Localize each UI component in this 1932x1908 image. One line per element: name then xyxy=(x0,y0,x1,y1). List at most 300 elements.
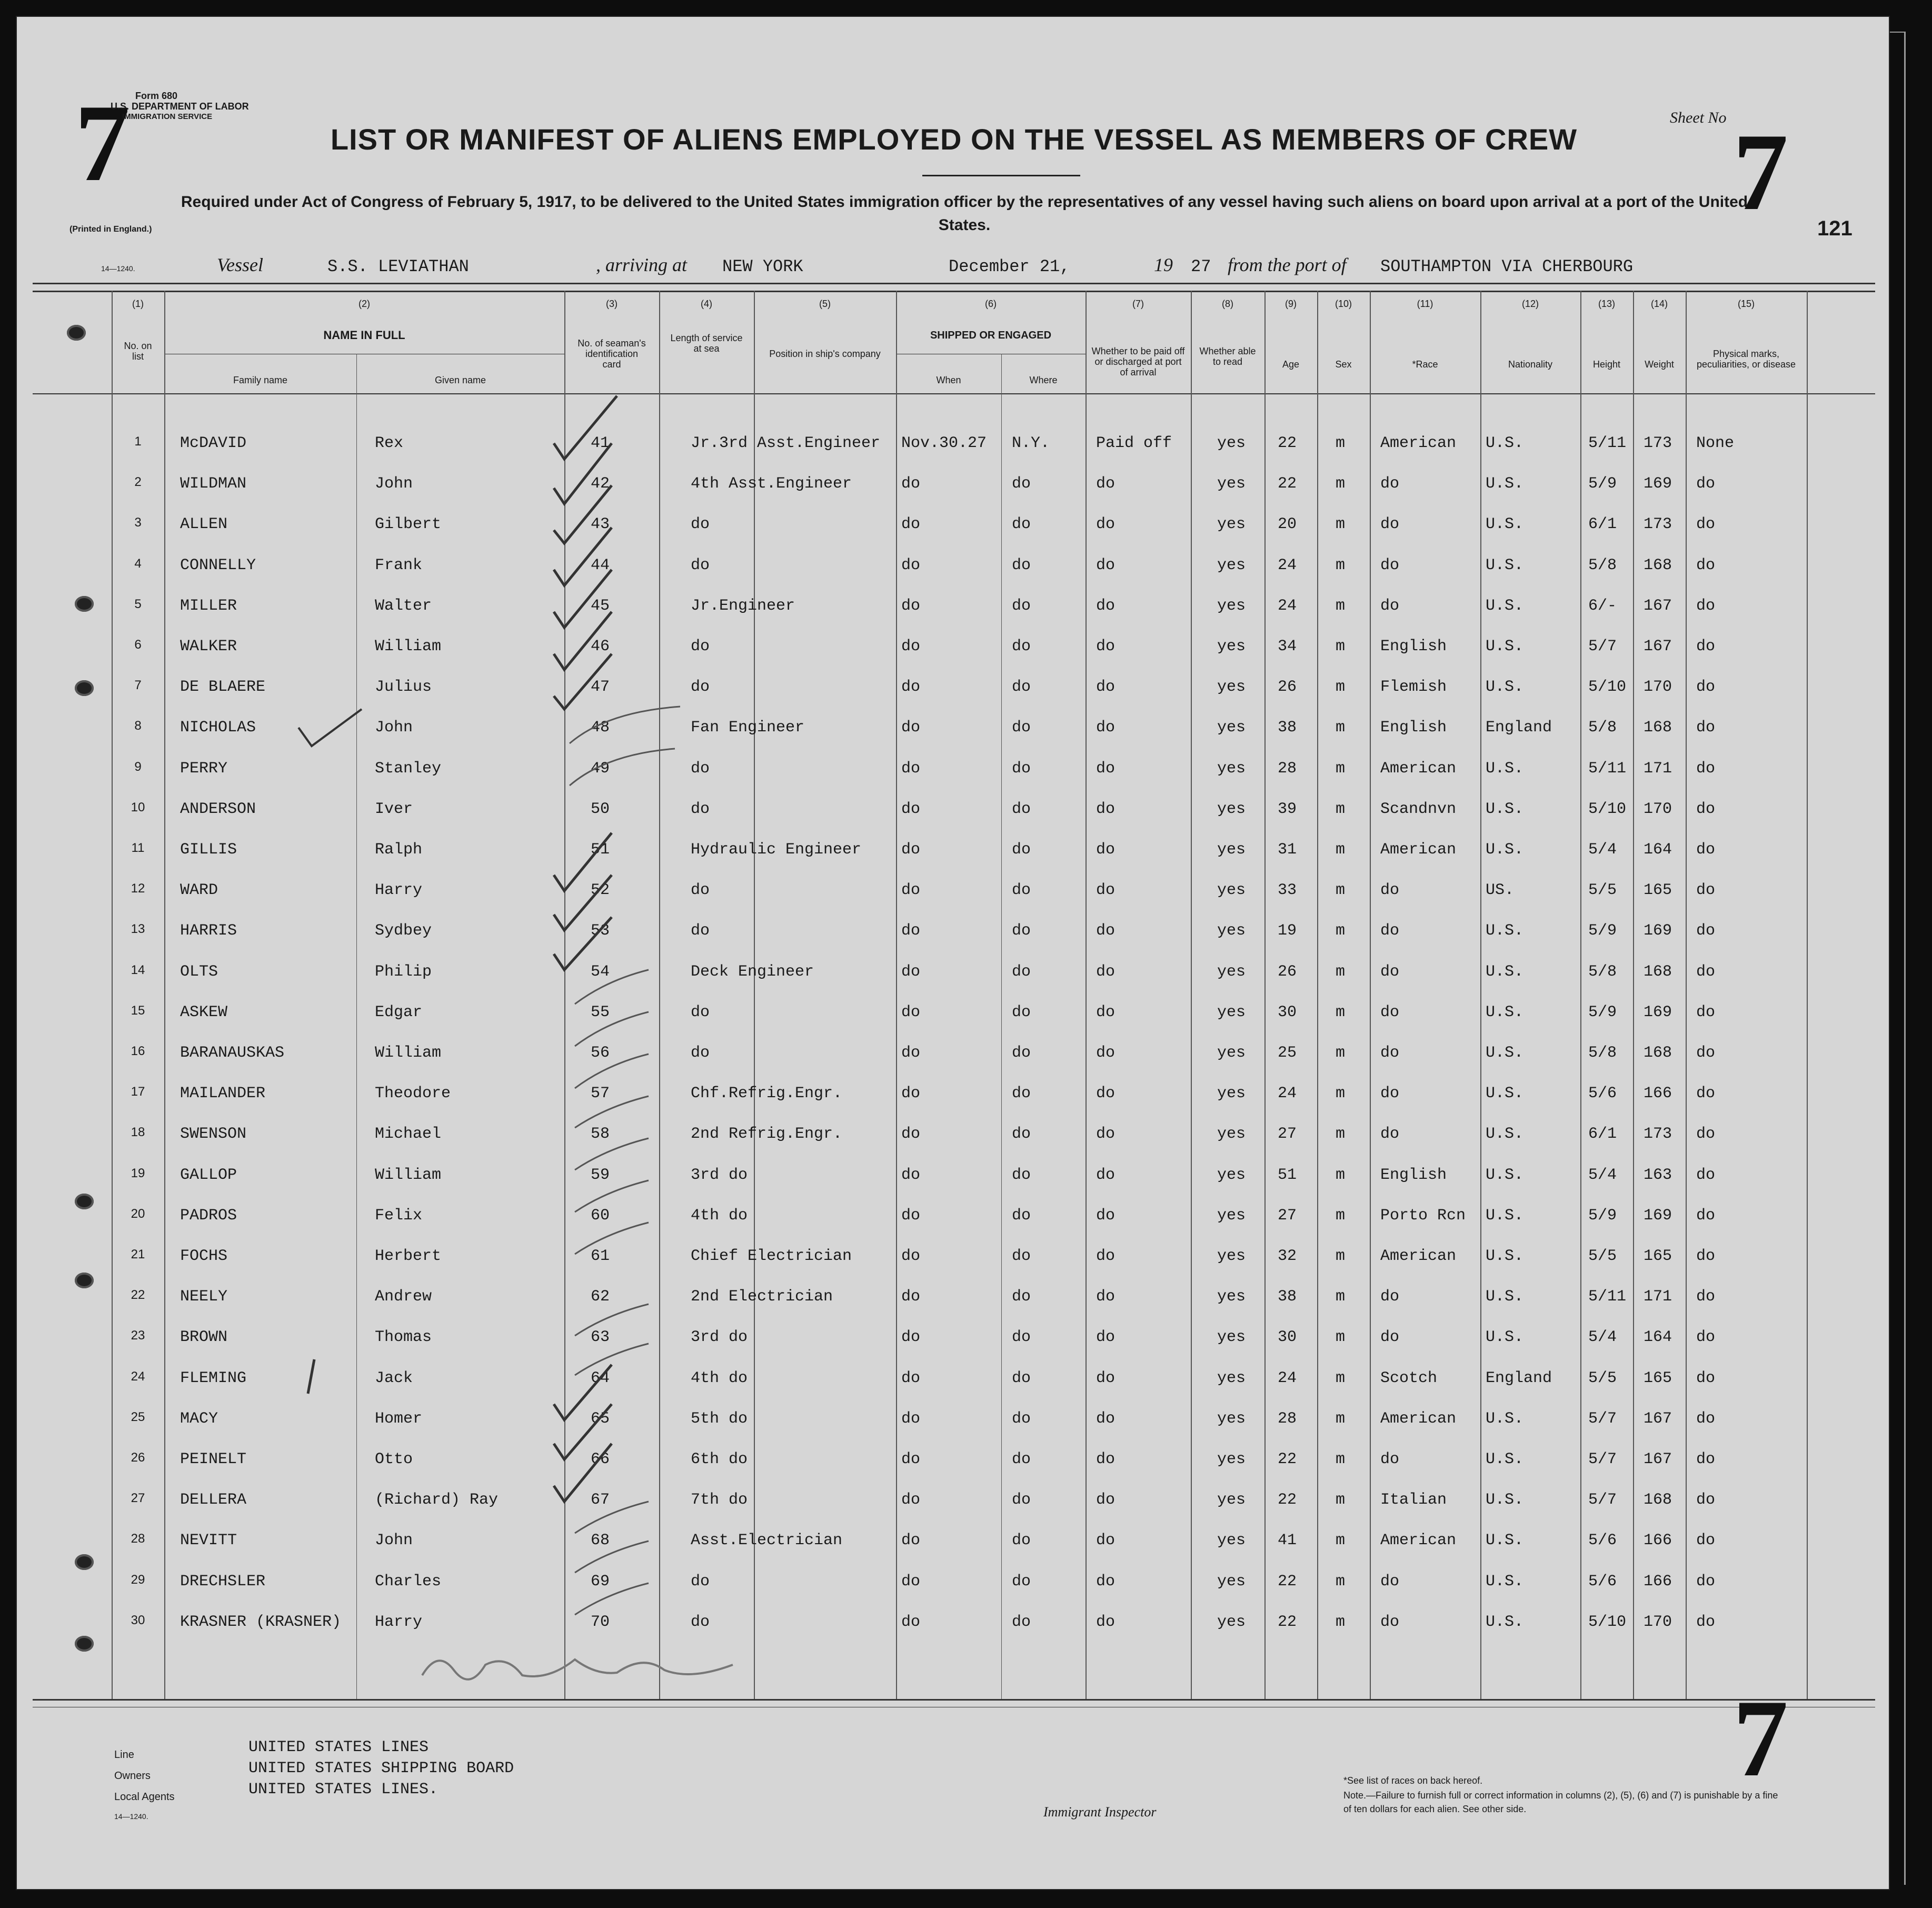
col-header-when: When xyxy=(936,375,961,385)
col-header-paid-off: Whether to be paid off or discharged at port of arrival xyxy=(1091,346,1185,377)
sex-cell: m xyxy=(1336,719,1346,737)
nationality-cell: U.S. xyxy=(1486,759,1524,778)
given-name-cell: Walter xyxy=(375,597,432,615)
arrival-date: December 21, xyxy=(949,257,1070,276)
table-row xyxy=(17,1400,1891,1441)
col-header-weight: Weight xyxy=(1645,359,1674,370)
form-number: Form 680 xyxy=(135,91,178,101)
penalty-note: Note.—Failure to furnish full or correct information in columns (2), (5), (6) and (7) is punishable by a fine of ten dollars for each alien. See other side. xyxy=(1343,1790,1778,1814)
position-cell: do xyxy=(691,556,710,574)
check-mark-icon xyxy=(554,917,612,970)
id-card-number-cell: 41 xyxy=(591,434,610,452)
col-number-4: (4) xyxy=(701,299,712,309)
shipped-when-cell: do xyxy=(901,1003,921,1021)
weight-cell: 168 xyxy=(1644,719,1672,737)
age-cell: 26 xyxy=(1278,678,1297,697)
height-cell: 5/8 xyxy=(1588,1044,1617,1062)
family-name-cell: DRECHSLER xyxy=(180,1572,266,1591)
nationality-cell: U.S. xyxy=(1486,1409,1524,1428)
id-card-number-cell: 47 xyxy=(591,678,610,697)
race-cell: do xyxy=(1380,597,1400,615)
check-mark-icon xyxy=(575,970,649,1004)
id-card-number-cell: 59 xyxy=(591,1166,610,1184)
paid-off-cell: do xyxy=(1096,678,1116,697)
from-port: SOUTHAMPTON VIA CHERBOURG xyxy=(1380,257,1634,276)
nationality-cell: U.S. xyxy=(1486,1085,1524,1103)
sheet-number-large-right: 7 xyxy=(1733,111,1788,233)
race-cell: do xyxy=(1380,1613,1400,1631)
weight-cell: 165 xyxy=(1644,1369,1672,1387)
able-to-read-cell: yes xyxy=(1217,719,1246,737)
race-cell: do xyxy=(1380,1572,1400,1591)
sex-cell: m xyxy=(1336,638,1346,655)
row-number-cell: 8 xyxy=(134,719,142,733)
check-mark-icon xyxy=(575,1096,649,1128)
race-cell: American xyxy=(1380,1247,1457,1265)
family-name-cell: BROWN xyxy=(180,1328,228,1347)
arriving-port: NEW YORK xyxy=(722,257,803,276)
family-name-cell: ALLEN xyxy=(180,515,228,534)
weight-cell: 167 xyxy=(1644,597,1672,615)
id-card-number-cell: 46 xyxy=(591,638,610,655)
physical-marks-cell: do xyxy=(1696,556,1716,574)
binder-hole-icon xyxy=(75,1554,94,1570)
position-cell: 4th do xyxy=(691,1206,748,1225)
id-card-number-cell: 54 xyxy=(591,962,610,981)
manifest-title: LIST OR MANIFEST OF ALIENS EMPLOYED ON THE VESSEL AS MEMBERS OF CREW xyxy=(330,123,1578,156)
able-to-read-cell: yes xyxy=(1217,556,1246,574)
id-card-number-cell: 43 xyxy=(591,515,610,534)
shipped-when-cell: do xyxy=(901,597,921,615)
id-card-number-cell: 63 xyxy=(591,1328,610,1347)
table-row xyxy=(17,831,1891,872)
able-to-read-cell: yes xyxy=(1217,1328,1246,1347)
able-to-read-cell: yes xyxy=(1217,597,1246,615)
able-to-read-cell: yes xyxy=(1217,1369,1246,1387)
physical-marks-cell: do xyxy=(1696,1288,1716,1306)
nationality-cell: U.S. xyxy=(1486,1166,1524,1184)
shipped-where-cell: do xyxy=(1012,1613,1031,1631)
family-name-cell: KRASNER (KRASNER) xyxy=(180,1613,342,1631)
footer-line-label: Line xyxy=(114,1749,134,1761)
weight-cell: 173 xyxy=(1644,515,1672,534)
paid-off-cell: do xyxy=(1096,1328,1116,1347)
check-mark-icon xyxy=(575,1502,649,1533)
nationality-cell: U.S. xyxy=(1486,1613,1524,1631)
shipped-when-cell: do xyxy=(901,841,921,859)
height-cell: 5/4 xyxy=(1588,841,1617,859)
row-number-cell: 30 xyxy=(131,1613,145,1627)
id-card-number-cell: 61 xyxy=(591,1247,610,1265)
age-cell: 20 xyxy=(1278,515,1297,534)
age-cell: 31 xyxy=(1278,841,1297,859)
sex-cell: m xyxy=(1336,1206,1346,1225)
row-number-cell: 6 xyxy=(134,638,142,652)
shipped-when-cell: do xyxy=(901,800,921,818)
col-header-given-name: Given name xyxy=(434,375,486,385)
height-cell: 5/8 xyxy=(1588,962,1617,981)
sheet-number-large-bottom: 7 xyxy=(1733,1677,1788,1800)
height-cell: 5/9 xyxy=(1588,475,1617,493)
height-cell: 5/6 xyxy=(1588,1572,1617,1591)
given-name-cell: William xyxy=(375,638,442,655)
height-cell: 5/10 xyxy=(1588,1613,1627,1631)
shipped-when-cell: do xyxy=(901,881,921,900)
sex-cell: m xyxy=(1336,515,1346,534)
family-name-cell: WARD xyxy=(180,881,218,900)
given-name-cell: Julius xyxy=(375,678,432,697)
height-cell: 5/11 xyxy=(1588,434,1627,452)
sex-cell: m xyxy=(1336,841,1346,859)
row-number-cell: 4 xyxy=(134,556,142,571)
id-card-number-cell: 52 xyxy=(591,881,610,900)
col-header-id-card: No. of seaman's identification card xyxy=(577,338,646,370)
races-note: *See list of races on back hereof. xyxy=(1343,1775,1483,1786)
given-name-cell: Iver xyxy=(375,800,413,818)
weight-cell: 171 xyxy=(1644,1288,1672,1306)
vessel-name: S.S. LEVIATHAN xyxy=(327,257,469,276)
check-mark-icon xyxy=(554,612,612,670)
given-name-cell: William xyxy=(375,1166,442,1184)
table-row xyxy=(17,425,1891,465)
family-name-cell: WILDMAN xyxy=(180,475,247,493)
position-cell: Jr.Engineer xyxy=(691,597,795,615)
col-header-sex: Sex xyxy=(1335,359,1352,370)
race-cell: do xyxy=(1380,1450,1400,1468)
age-cell: 22 xyxy=(1278,1572,1297,1591)
sex-cell: m xyxy=(1336,434,1346,452)
id-card-number-cell: 51 xyxy=(591,841,610,859)
shipped-where-cell: do xyxy=(1012,1369,1031,1387)
id-card-number-cell: 56 xyxy=(591,1044,610,1062)
table-row xyxy=(17,465,1891,506)
table-row xyxy=(17,547,1891,588)
id-card-number-cell: 65 xyxy=(591,1409,610,1428)
nationality-cell: U.S. xyxy=(1486,1044,1524,1062)
nationality-cell: U.S. xyxy=(1486,475,1524,493)
footer-owners-label: Owners xyxy=(114,1770,151,1782)
shipped-when-cell: do xyxy=(901,1044,921,1062)
check-mark-icon xyxy=(570,749,675,786)
paid-off-cell: do xyxy=(1096,1409,1116,1428)
physical-marks-cell: do xyxy=(1696,1206,1716,1225)
family-name-cell: FLEMING xyxy=(180,1369,247,1387)
row-number-cell: 1 xyxy=(134,434,142,449)
height-cell: 5/6 xyxy=(1588,1532,1617,1550)
row-number-cell: 17 xyxy=(131,1085,145,1099)
family-name-cell: GALLOP xyxy=(180,1166,237,1184)
weight-cell: 163 xyxy=(1644,1166,1672,1184)
age-cell: 22 xyxy=(1278,475,1297,493)
paid-off-cell: do xyxy=(1096,638,1116,655)
row-number-cell: 28 xyxy=(131,1532,145,1546)
row-number-cell: 14 xyxy=(131,962,145,977)
nationality-cell: U.S. xyxy=(1486,1288,1524,1306)
given-name-cell: Michael xyxy=(375,1125,442,1144)
able-to-read-cell: yes xyxy=(1217,678,1246,697)
shipped-where-cell: do xyxy=(1012,881,1031,900)
nationality-cell: England xyxy=(1486,719,1552,737)
footer-agents-value: UNITED STATES LINES. xyxy=(248,1781,439,1798)
binder-hole-icon xyxy=(75,596,94,612)
col-header-where: Where xyxy=(1029,375,1058,385)
shipped-where-cell: do xyxy=(1012,962,1031,981)
height-cell: 5/9 xyxy=(1588,1003,1617,1021)
nationality-cell: U.S. xyxy=(1486,1206,1524,1225)
race-cell: do xyxy=(1380,1044,1400,1062)
footer-owners-value: UNITED STATES SHIPPING BOARD xyxy=(248,1760,514,1777)
height-cell: 6/1 xyxy=(1588,1125,1617,1144)
physical-marks-cell: do xyxy=(1696,1491,1716,1509)
given-name-cell: John xyxy=(375,475,413,493)
position-cell: 4th Asst.Engineer xyxy=(691,475,852,493)
shipped-where-cell: do xyxy=(1012,719,1031,737)
physical-marks-cell: do xyxy=(1696,475,1716,493)
shipped-where-cell: do xyxy=(1012,1491,1031,1509)
col-header-nationality: Nationality xyxy=(1508,359,1553,370)
weight-cell: 166 xyxy=(1644,1085,1672,1103)
arriving-label: , arriving at xyxy=(596,254,688,275)
sex-cell: m xyxy=(1336,1125,1346,1144)
paid-off-cell: do xyxy=(1096,759,1116,778)
family-name-cell: PADROS xyxy=(180,1206,237,1225)
check-mark-icon xyxy=(575,1344,649,1375)
able-to-read-cell: yes xyxy=(1217,759,1246,778)
check-mark-icon xyxy=(554,1365,612,1420)
position-cell: do xyxy=(691,515,710,534)
physical-marks-cell: None xyxy=(1696,434,1735,452)
weight-cell: 173 xyxy=(1644,1125,1672,1144)
id-card-number-cell: 48 xyxy=(591,719,610,737)
physical-marks-cell: do xyxy=(1696,719,1716,737)
row-number-cell: 19 xyxy=(131,1166,145,1180)
sex-cell: m xyxy=(1336,759,1346,778)
able-to-read-cell: yes xyxy=(1217,800,1246,818)
table-row xyxy=(17,1319,1891,1359)
nationality-cell: U.S. xyxy=(1486,434,1524,452)
given-name-cell: Gilbert xyxy=(375,515,442,534)
position-cell: do xyxy=(691,800,710,818)
height-cell: 5/11 xyxy=(1588,759,1627,778)
age-cell: 25 xyxy=(1278,1044,1297,1062)
weight-cell: 167 xyxy=(1644,1409,1672,1428)
paid-off-cell: do xyxy=(1096,962,1116,981)
check-mark-icon xyxy=(554,875,612,930)
race-cell: do xyxy=(1380,556,1400,574)
physical-marks-cell: do xyxy=(1696,1044,1716,1062)
physical-marks-cell: do xyxy=(1696,638,1716,655)
race-cell: Italian xyxy=(1380,1491,1447,1509)
check-mark-icon xyxy=(554,485,612,543)
sex-cell: m xyxy=(1336,1288,1346,1306)
paid-off-cell: do xyxy=(1096,841,1116,859)
table-row xyxy=(17,872,1891,912)
row-number-cell: 7 xyxy=(134,678,142,693)
sex-cell: m xyxy=(1336,1491,1346,1509)
row-number-cell: 26 xyxy=(131,1450,145,1465)
shipped-when-cell: do xyxy=(901,515,921,534)
race-cell: Porto Rcn xyxy=(1380,1206,1466,1225)
row-number-cell: 18 xyxy=(131,1125,145,1140)
age-cell: 27 xyxy=(1278,1206,1297,1225)
family-name-cell: MACY xyxy=(180,1409,218,1428)
paid-off-cell: do xyxy=(1096,1613,1116,1631)
paid-off-cell: do xyxy=(1096,881,1116,900)
check-mark-icon xyxy=(296,707,364,754)
year-prefix: 19 xyxy=(1154,254,1173,275)
height-cell: 5/11 xyxy=(1588,1288,1627,1306)
shipped-where-cell: do xyxy=(1012,922,1031,940)
shipped-where-cell: do xyxy=(1012,1044,1031,1062)
family-name-cell: FOCHS xyxy=(180,1247,228,1265)
col-header-length-service: Length of service at sea xyxy=(670,333,743,354)
race-cell: do xyxy=(1380,475,1400,493)
age-cell: 30 xyxy=(1278,1003,1297,1021)
table-row xyxy=(17,994,1891,1035)
shipped-where-cell: do xyxy=(1012,1288,1031,1306)
col-header-position: Position in ship's company xyxy=(769,349,881,359)
row-number-cell: 15 xyxy=(131,1003,145,1018)
shipped-where-cell: do xyxy=(1012,1572,1031,1591)
position-cell: 3rd do xyxy=(691,1166,748,1184)
handwritten-scribble-icon xyxy=(417,1644,743,1691)
physical-marks-cell: do xyxy=(1696,922,1716,940)
shipped-when-cell: Nov.30.27 xyxy=(901,434,987,452)
table-row xyxy=(17,1238,1891,1278)
family-name-cell: NICHOLAS xyxy=(180,719,256,737)
paid-off-cell: do xyxy=(1096,922,1116,940)
check-mark-icon xyxy=(554,1444,612,1502)
binder-hole-icon xyxy=(75,680,94,696)
physical-marks-cell: do xyxy=(1696,881,1716,900)
physical-marks-cell: do xyxy=(1696,800,1716,818)
shipped-where-cell: do xyxy=(1012,1206,1031,1225)
weight-cell: 164 xyxy=(1644,1328,1672,1347)
sex-cell: m xyxy=(1336,800,1346,818)
family-name-cell: CONNELLY xyxy=(180,556,256,574)
physical-marks-cell: do xyxy=(1696,678,1716,697)
family-name-cell: OLTS xyxy=(180,962,218,981)
physical-marks-cell: do xyxy=(1696,1125,1716,1144)
paid-off-cell: do xyxy=(1096,1166,1116,1184)
row-number-cell: 12 xyxy=(131,881,145,896)
able-to-read-cell: yes xyxy=(1217,1044,1246,1062)
able-to-read-cell: yes xyxy=(1217,1532,1246,1550)
weight-cell: 167 xyxy=(1644,638,1672,655)
paid-off-cell: do xyxy=(1096,1491,1116,1509)
printed-in-note: (Printed in England.) xyxy=(69,225,152,234)
sex-cell: m xyxy=(1336,597,1346,615)
given-name-cell: Stanley xyxy=(375,759,442,778)
table-bottom-rule xyxy=(33,1699,1875,1701)
height-cell: 5/8 xyxy=(1588,556,1617,574)
able-to-read-cell: yes xyxy=(1217,1572,1246,1591)
physical-marks-cell: do xyxy=(1696,1613,1716,1631)
family-name-cell: PERRY xyxy=(180,759,228,778)
family-name-cell: DE BLAERE xyxy=(180,678,266,697)
family-name-cell: MAILANDER xyxy=(180,1085,266,1103)
weight-cell: 168 xyxy=(1644,1491,1672,1509)
col-header-name-in-full: NAME IN FULL xyxy=(323,329,405,342)
row-number-cell: 16 xyxy=(131,1044,145,1058)
height-cell: 5/7 xyxy=(1588,1409,1617,1428)
immigrant-inspector-label: Immigrant Inspector xyxy=(1043,1804,1157,1820)
race-cell: Scandnvn xyxy=(1380,800,1457,818)
position-cell: 6th do xyxy=(691,1450,748,1468)
able-to-read-cell: yes xyxy=(1217,1166,1246,1184)
id-card-number-cell: 53 xyxy=(591,922,610,940)
sex-cell: m xyxy=(1336,881,1346,900)
shipped-where-cell: do xyxy=(1012,1532,1031,1550)
vessel-label xyxy=(217,254,263,276)
weight-cell: 169 xyxy=(1644,922,1672,940)
binder-hole-icon xyxy=(75,1194,94,1209)
row-number-cell: 25 xyxy=(131,1409,145,1424)
id-card-number-cell: 64 xyxy=(591,1369,610,1387)
check-mark-icon xyxy=(575,1180,649,1212)
age-cell: 41 xyxy=(1278,1532,1297,1550)
paid-off-cell: do xyxy=(1096,515,1116,534)
paid-off-cell: do xyxy=(1096,1532,1116,1550)
table-top-rule xyxy=(33,291,1875,292)
race-cell: Scotch xyxy=(1380,1369,1438,1387)
able-to-read-cell: yes xyxy=(1217,1206,1246,1225)
row-number-cell: 11 xyxy=(131,841,145,855)
given-name-cell: Harry xyxy=(375,1613,423,1631)
paid-off-cell: do xyxy=(1096,1085,1116,1103)
table-row xyxy=(17,953,1891,994)
physical-marks-cell: do xyxy=(1696,1166,1716,1184)
age-cell: 22 xyxy=(1278,1491,1297,1509)
col-header-age: Age xyxy=(1282,359,1300,370)
shipped-where-cell: do xyxy=(1012,841,1031,859)
age-cell: 24 xyxy=(1278,597,1297,615)
shipped-where-cell: do xyxy=(1012,1166,1031,1184)
shipped-where-cell: do xyxy=(1012,556,1031,574)
race-cell: American xyxy=(1380,1409,1457,1428)
height-cell: 5/7 xyxy=(1588,638,1617,655)
family-name-cell: BARANAUSKAS xyxy=(180,1044,285,1062)
family-name-cell: NEVITT xyxy=(180,1532,237,1550)
sex-cell: m xyxy=(1336,678,1346,697)
age-cell: 24 xyxy=(1278,556,1297,574)
position-cell: 5th do xyxy=(691,1409,748,1428)
able-to-read-cell: yes xyxy=(1217,1409,1246,1428)
shipped-where-cell: do xyxy=(1012,800,1031,818)
paid-off-cell: do xyxy=(1096,1369,1116,1387)
shipped-when-cell: do xyxy=(901,719,921,737)
able-to-read-cell: yes xyxy=(1217,1247,1246,1265)
weight-cell: 165 xyxy=(1644,881,1672,900)
height-cell: 5/5 xyxy=(1588,1247,1617,1265)
family-name-cell: ANDERSON xyxy=(180,800,256,818)
row-number-cell: 5 xyxy=(134,597,142,611)
table-row xyxy=(17,1157,1891,1197)
check-mark-icon xyxy=(554,1404,612,1459)
family-name-cell: GILLIS xyxy=(180,841,237,859)
age-cell: 30 xyxy=(1278,1328,1297,1347)
weight-cell: 168 xyxy=(1644,962,1672,981)
check-mark-icon xyxy=(575,1054,649,1088)
paid-off-cell: do xyxy=(1096,1125,1116,1144)
family-name-cell: WALKER xyxy=(180,638,237,655)
id-card-number-cell: 50 xyxy=(591,800,610,818)
physical-marks-cell: do xyxy=(1696,1085,1716,1103)
physical-marks-cell: do xyxy=(1696,1532,1716,1550)
position-cell: 2nd Refrig.Engr. xyxy=(691,1125,843,1144)
weight-cell: 169 xyxy=(1644,1003,1672,1021)
age-cell: 22 xyxy=(1278,1613,1297,1631)
